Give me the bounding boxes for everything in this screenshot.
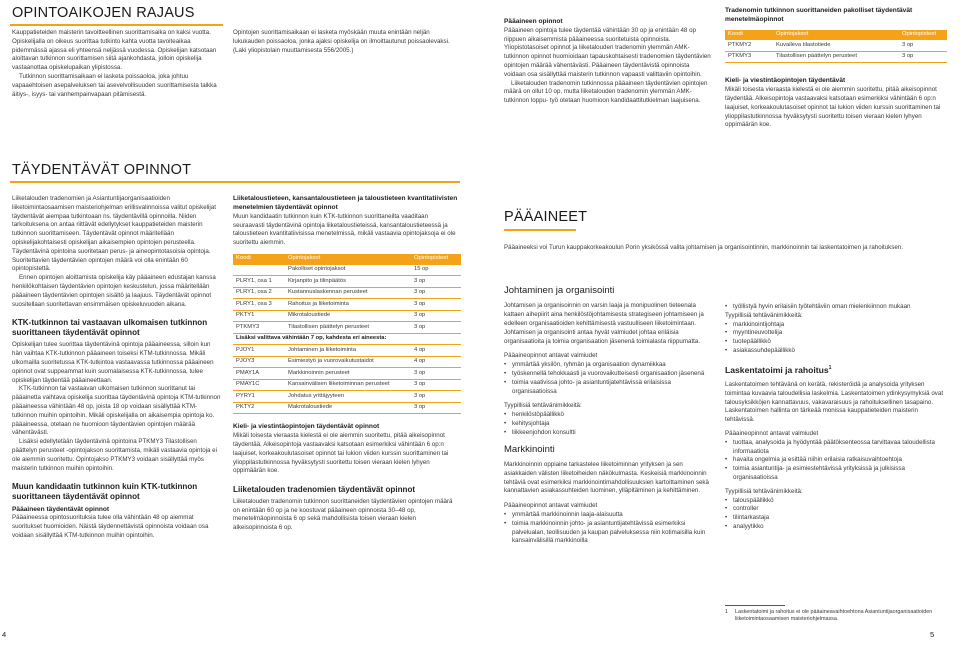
page-title-rajaus: OPINTOAIKOJEN RAJAUS — [12, 5, 195, 21]
table-cell: PTKMY2 — [725, 40, 773, 51]
list — [725, 439, 947, 483]
table-cell: 3 op — [411, 368, 461, 380]
rajaus-paragraph-1: Kauppatieteiden maisterin tavoitteellinen suorittamisaika on kaksi vuotta. Opiskelijalla on oikeus suorittaa tutkinto kahta vuotta tavoiteaikaa pidemmässä ajassa eli yhteensä neljässä vuodessa. Opiskelijan katsotaan aloittavan tutkinnon suorittamisen siitä ajankohdasta, jolloin opiskelija vastaanottaa opiskelupaikan ylipistossa. — [12, 29, 217, 72]
list-item: • henkilöstöpäällikkö — [504, 411, 712, 420]
list-item: • kehitysjohtaja — [504, 420, 712, 429]
list-item: • talouspäällikkö — [725, 497, 947, 506]
footnote-rule — [725, 605, 785, 606]
right-column-2-top — [725, 7, 947, 130]
table-cell: 3 op — [411, 322, 461, 334]
table-row — [233, 322, 461, 334]
table-row — [233, 310, 461, 322]
table-row — [233, 333, 461, 345]
table-header: Opintojaksot — [773, 30, 899, 41]
table-cell: Tilastollisen päättelyn perusteet — [285, 322, 411, 334]
list — [504, 361, 712, 396]
table-cell: PTKMY3 — [233, 322, 285, 334]
table-cell: PMAY1A — [233, 368, 285, 380]
table-cell: 3 op — [411, 276, 461, 288]
table-cell: PYRY1 — [233, 391, 285, 403]
table-cell: Markkinoinnin perusteet — [285, 368, 411, 380]
paragraph: Pääaineessa opintosuorituksia tulee olla vähintään 48 op aiemmat suoritukset huomioiden. Näistä täydennettävistä opinnoista voidaan osa voidaan sisällyttää KTM-tutkinnon muihin opintoihin. — [12, 514, 209, 539]
list — [725, 303, 947, 312]
footnote — [725, 609, 947, 624]
paragraph: Tyypillisiä tehtävänimikkeitä: — [504, 402, 582, 410]
right-page — [480, 0, 960, 660]
table-cell: 4 op — [411, 345, 461, 357]
table-cell: PLRY1, osa 1 — [233, 276, 285, 288]
table-cell: Kirjanpito ja tilinpäätös — [285, 276, 411, 288]
list — [725, 321, 947, 356]
table-cell: PJOY1 — [233, 345, 285, 357]
table-cell: Rahoitus ja liiketoiminta — [285, 299, 411, 311]
table-cell: 3 op — [899, 40, 947, 51]
section-heading: Liiketaloustieteen, kansantaloustieteen ja taloustieteen kvantitatiivisten menetelmien täydentävät opinnot — [233, 195, 458, 211]
paragraph: Tyypillisiä tehtävänimikkeitä: — [725, 487, 803, 495]
footnote-number: 1 — [725, 609, 728, 615]
section-heading: Markkinointi — [504, 443, 555, 455]
table-row — [233, 402, 461, 414]
table-row — [233, 368, 461, 380]
list-item: • ymmärtää yksilön, ryhmän ja organisaation dynamiikkaa — [504, 361, 712, 370]
subsection-heading: Pääaineen täydentävät opinnot — [12, 505, 110, 513]
section-heading — [725, 364, 947, 376]
section-heading: KTK-tutkinnon tai vastaavan ulkomaisen tutkinnon suorittaneen täydentävät opinnot — [12, 318, 208, 337]
list-item: • tuottaa, analysoida ja hyödyntää päätöksenteossa tarvittavaa taloudellista informaatiota — [725, 439, 947, 457]
table-cell: Kustannuslaskennan perusteet — [285, 287, 411, 299]
list-item: • ymmärtää markkinoinnin laaja-alaisuutta — [504, 511, 712, 520]
table-header: Koodi — [233, 254, 285, 265]
paragraph: Pääaineopinnot antavat valmiudet — [504, 352, 598, 360]
paragraph: Mikäli toisesta vieraasta kielestä ei ole aiemmin suoritettu, pitää aikeisopinnot täydentää. Alkeisopintoja vastaavaksi katsotaan esimerkiksi vähintään 6 op:n laajuiset, korkeakoulutasoiset opinnot tai lukion viiden kurssin suorittaminen tai ylioppilastutkinnossa hyväksytysti suoritettu toisen vieraan kielen lyhyen oppimäärän koe. — [233, 432, 449, 475]
table-cell: 3 op — [411, 379, 461, 391]
paragraph: Opiskelijan tulee suorittaa täydentävinä opintoja pääaineessa, silloin kun hän vaihtaa KTK-tutkinnon pääaineen toiseksi KTM-tutkinnossa. Mikäli ulkomailla suoritetussa KTK-tutkintoa vastaavassa tutkinnossa pääaineen opinnot ovat suppeammat kuin suomalaisessa KTK-tutkinnossa, tulee opiskelijan täydentää pääaineettaan. — [12, 341, 214, 384]
list-item: • myyntineuvottelija — [725, 329, 947, 338]
table-cell: 3 op — [411, 391, 461, 403]
table-cell: 15 op — [411, 265, 461, 276]
paragraph: Pääaineopinnot antavat valmiudet — [504, 502, 598, 510]
title-underline-2 — [10, 181, 460, 183]
table-cell: PKTY2 — [233, 402, 285, 414]
table-cell: 3 op — [411, 287, 461, 299]
table-row — [233, 345, 461, 357]
paragraph: Markkinoinnin oppiaine tarkastelee liiketoiminnan yrityksen ja sen asiakkaiden välisten liiketoiheiden näkökulmasta. Keskeisiä markkinoinnin tehtäviä ovat esimerkiksi markkinointimahdollisuuksien kartoittaminen sekä kannattavien asiakassuhteiden luominen, ylläpitäminen ja kehittäminen. — [504, 460, 709, 495]
paragraph: KTK-tutkinnon tai vastaavan ulkomaisen tutkinnon suorittanut tai pääainetta vaihtava opiskelija suorittaa täydentävinä opintoja KTM-tutkinnon pääaineessa vähintään 48 op, joista 18 op voidaan sisällyttää KTM-tutkinnon muihin opintoihin. Mikäli opiskelijalla on aikaisempia opintoja ko. pääaineessa, otetaan ne huomioon täydentävien opintojen määrää vähentävästi. — [12, 385, 221, 437]
table-cell: PKTY1 — [233, 310, 285, 322]
paragraph: Liiketalouden tradenomien ja Asiantuntijaorganisaatioiden liiketoimintaosaamisen maisteriohjelman erillisvalinnoissa valitut opiskelijat täydentävät aiempaa tutkintoaan ns. täydentävillä opinnoilla. Niiden tarkoituksena on antaa riittävät edellytykset kauppatieteiden maisterin tutkinnon suorittamiseen. Täydentävät opinnot määritellään opiskelijakohtaisesti opiskelijan aikaisempien opintojen perusteella. Täydentävinä opintoina suoritetaan perus- ja aineopintotasoisia opintoja. Suoritettavien täydentävien opintojen määrä voi olla enintään 60 opintopistettä. — [12, 195, 216, 273]
rajaus-paragraph-3: Opintojen suorittamisaikaan ei lasketa myöskään muuta enintään neljän lukukauden poissaoloa, jonka ajaksi opiskelija on ilmoittautunut poissaolevaksi. (Laki yliopistolain muuttamisesta 556/2005.) — [233, 29, 450, 54]
list-item: • työllistyä hyvin erilaisiin työtehtäviin oman mielenkiinnon mukaan — [725, 303, 947, 312]
table-header: Opintopisteet — [411, 254, 461, 265]
list-item: • liikkeenjohdon konsultti — [504, 429, 712, 438]
paragraph: Pääaineopinnot antavat valmiudet — [725, 429, 819, 437]
list-item: • analyytikko — [725, 523, 947, 532]
table-cell: Kuvaileva tilastotiede — [773, 40, 899, 51]
table-cell: PLRY1, osa 2 — [233, 287, 285, 299]
title-underline — [10, 24, 223, 26]
paragraph: Muun kandidaatin tutkinnon kuin KTK-tutkinnon suorittaneilta vaaditaan seuraavasti täydentävinä opintoja liiketaloustieteissä, kansantaloustieteessä ja taloustieteen kvantitatiivisissa menetelmissä, mikäli vastaavia opintojaksoja ei ole suoritettu aiemmin. — [233, 212, 456, 247]
page-number: 4 — [2, 630, 7, 639]
intro-text — [504, 244, 944, 253]
list — [504, 511, 712, 546]
table-row — [233, 379, 461, 391]
table-header: Opintopisteet — [899, 30, 947, 41]
table-cell: Johtaminen ja liiketoiminta — [285, 345, 411, 357]
paragraph: Liiketalouden tradenomin tutkinnossa pääaineen täydentävien opintojen määrä on ollut 10 op, mutta liiketalouden tradenomin ylemmän AMK-tutkinnon loppu- työ otetaan huomioon kandidaattitutkielman laajuisena. — [504, 79, 708, 105]
rajaus-text — [12, 29, 221, 99]
table-cell: PLRY1, osa 3 — [233, 299, 285, 311]
section-heading: Liiketalouden tradenomien täydentävät opinnot — [233, 485, 416, 495]
section-heading: Pääaineen opinnot — [504, 18, 563, 25]
paragraph: Tyypillisiä tehtävänimikkeitä: — [725, 311, 803, 319]
list-item: • havaita ongelmia ja esittää niihin erilaisia ratkaisuvaihtoehtoja — [725, 456, 947, 465]
table-row — [233, 276, 461, 288]
footnote-ref: 1 — [828, 364, 832, 371]
rajaus-paragraph-2: Tutkinnon suorittamisaikaan ei lasketa poissaoloa, joka johtuu vapaaehtoisen asepalveluksen tai asevelvollisuuden suorittamisesta taikka äitiys-, isyys- tai vanhempainvapaan pitämisestä. — [12, 72, 217, 98]
table-cell: PMAY1C — [233, 379, 285, 391]
list-item: • asiakassuhdepäällikkö — [725, 347, 947, 356]
table-cell: 4 op — [411, 356, 461, 368]
table-cell: Kansainvälisen liiketoiminnan perusteet — [285, 379, 411, 391]
table-row — [233, 287, 461, 299]
list-item: • tilintarkastaja — [725, 514, 947, 523]
methods-table — [725, 30, 947, 64]
table-cell: Tilastollisen päättelyn perusteet — [773, 51, 899, 63]
rajaus-text-2 — [233, 29, 461, 55]
paragraph: Johtamisen ja organisoinnin on varsin laaja ja monipuolinen tieteenala kattaen aihepiirit aina henkilöstöjohtamisesta strategiseen johtamiseen ja edelleen organisaatioiden kehittämisestä vastuulliseen liiketoimintaan. Johtamisen ja organisointi antaa hyvät valmiudet johtaa eriläisia organisaatioita ja toimia organisaation jäsenenä toimialasta riippumatta. — [504, 302, 704, 345]
table-header: Opintojaksot — [285, 254, 411, 265]
table-cell: Lisäksi valittava vähintään 7 op, kahdesta eri aineesta: — [233, 333, 461, 345]
list — [504, 411, 712, 437]
section-heading: Johtaminen ja organisointi — [504, 285, 615, 296]
table-row — [725, 51, 947, 63]
right-column-1 — [504, 285, 712, 546]
page-title-paaaineet: PÄÄAINEET — [504, 209, 588, 225]
table-row — [233, 391, 461, 403]
list-item: • tuotepäällikkö — [725, 338, 947, 347]
table-cell: PTKMY3 — [725, 51, 773, 63]
table-cell: Johdatus yrittäjyyteen — [285, 391, 411, 403]
page-title-taydentavat: TÄYDENTÄVÄT OPINNOT — [12, 162, 192, 178]
page-number: 5 — [930, 630, 935, 639]
paragraph: Pääaineeksi voi Turun kauppakorkeakoulun Porin yksikössä valita johtamisen ja organisointinnin, markkinoinnin tai laskentatoimen ja rahoituksen. — [504, 244, 903, 251]
table-row — [233, 265, 461, 276]
left-column-2 — [233, 195, 461, 533]
paragraph: Mikäli toisesta vieraasta kielestä ei ole aiemmin suoritettu, pitää aikeisopinnot täydentää. Alkeisopintoja vastaavaksi katsotaan esimerkiksi vähintään 6 op:n laajuiset, korkeakoulutasoiset opinnot tai lukion viiden kurssin suorittaminen tai ylioppilastutkinnossa hyväksytysti suoritettu toisen vieraan kielen lyhyen oppimäärän koe. — [725, 86, 941, 129]
list-item: • toimia asiantuntija- ja esimiestehtävissä yrityksissä ja julkisissa organisaatioissa — [725, 465, 947, 483]
section-heading: Tradenomin tutkinnon suorittaneiden pakolliset täydentävät menetelmäopinnot — [725, 7, 913, 23]
table-header: Koodi — [725, 30, 773, 41]
list-item: • toimia vaativissa johto- ja asiantuntijatehtävissä erilaisissa organisaatioissa — [504, 379, 712, 397]
paragraph: Lisäksi edellytetään täydentävinä opintoina PTKMY3 Tilastollisen päättelyn perusteet -opintojakson suorittamista, mikäli vastaavia opintoja ei ole aiemmin suoritettu. Opintojakso PTKMY3 voidaan sisällyttää myös maisterin tutkinnon muihin opintoihin. — [12, 438, 217, 472]
section-heading: Kieli- ja viestintäopintojen täydentävät opinnot — [233, 423, 380, 431]
table-cell: Pakolliset opintojaksot — [285, 265, 411, 276]
list — [725, 497, 947, 532]
paragraph: Ennen opintojen aloittamista opiskelija käy pääaineen edustajan kanssa henkilökohtaisen täydentävien opintojen keskustelun, jossa määritellään pääaineen täydentävien opintojen sisältö ja laajuus. Täydentävät opinnot suositellaan suoritettavan ensimmäisen opiskeluvuoden aikana. — [12, 274, 216, 308]
paragraph: Liiketalouden tradenomin tutkinnon suorittaneiden täydentävien opintojen määrä on enintään 60 op ja ne koostuvat pääaineen opinnoista 30–48 op, menetelmäopinnoista 6 op sekä mahdollisista toisen vieraan kielen alkeisopinnoista 6 op. — [233, 497, 453, 532]
table-cell: Esimiestyö ja vuorovaikutustaidot — [285, 356, 411, 368]
table-cell: Mikrotaloustiede — [285, 310, 411, 322]
list-item: • controller — [725, 505, 947, 514]
list-item: • markkinointijohtaja — [725, 321, 947, 330]
footnote-text: Laskentatoimi ja rahoitus ei ole pääaineavaihtoehtona Asiantuntijaorganisaatioiden liiketoimintaosaamisen maisteriohjelmassa. — [735, 609, 933, 623]
section-heading: Kieli- ja viestintäopintojen täydentävät — [725, 77, 846, 85]
left-column-1 — [12, 195, 221, 541]
right-column-2 — [725, 303, 947, 532]
list-item: • työskennellä tehokkaasti ja vuorovaikutteisesti organisaation jäsenenä — [504, 370, 712, 379]
paragraph: Laskentatoimen tehtävänä on kerätä, rekisteröidä ja analysoida yrityksen toimintaa kuvaavia taloudellisia laskelmia. Laskentatoimen ydinkysymyksiä ovat talousyksikköjen kannattavuus, vakavaraisuus ja rahoituksellinen tasapaino. Laskentatoimen hallinta on tärkeää monissa kauppatieteiden maisterin tehtävissä. — [725, 380, 944, 424]
heading-text: Laskentatoimi ja rahoitus — [725, 364, 829, 375]
section-heading: Muun kandidaatin tutkinnon kuin KTK-tutkinnon suorittaneen täydentävät opinnot — [12, 482, 198, 501]
right-column-1-top — [504, 18, 712, 106]
table-row — [233, 299, 461, 311]
table-cell: Makrotaloustiede — [285, 402, 411, 414]
table-cell: 3 op — [411, 299, 461, 311]
table-cell — [233, 265, 285, 276]
table-cell: 3 op — [411, 310, 461, 322]
title-underline-3 — [504, 229, 576, 231]
table-row — [725, 40, 947, 51]
table-cell: PJOY3 — [233, 356, 285, 368]
table-row — [233, 356, 461, 368]
courses-table — [233, 254, 461, 414]
list-item: • toimia markkinoinnin johto- ja asiantuntijatehtävissä esimerkiksi palvelualan, teollisuuden ja kaupan palveluksessa niin kotimaisilla kuin kansainvälisillä markkinoilla — [504, 520, 712, 546]
paragraph: Pääaineen opintoja tulee täydentää vähintään 30 op ja enintään 48 op riippuen aikaisemmista pääaineessa suoritetuista opinnoista. Yliopistotasoiset opinnot ja liiketalouden tradenomin ylemmän AMK-tutkinnon opinnot huomioidaan tapauskohtaisesti tradenomien täydentävien opintojen määrää vähentävästi. Pääaineen täydentävistä opinnoista voidaan osa sisällyttää maisterin tutkinnon vapaasti valittaviin opintoihin. — [504, 26, 711, 78]
table-cell: 3 op — [899, 51, 947, 63]
table-cell: 3 op — [411, 402, 461, 414]
